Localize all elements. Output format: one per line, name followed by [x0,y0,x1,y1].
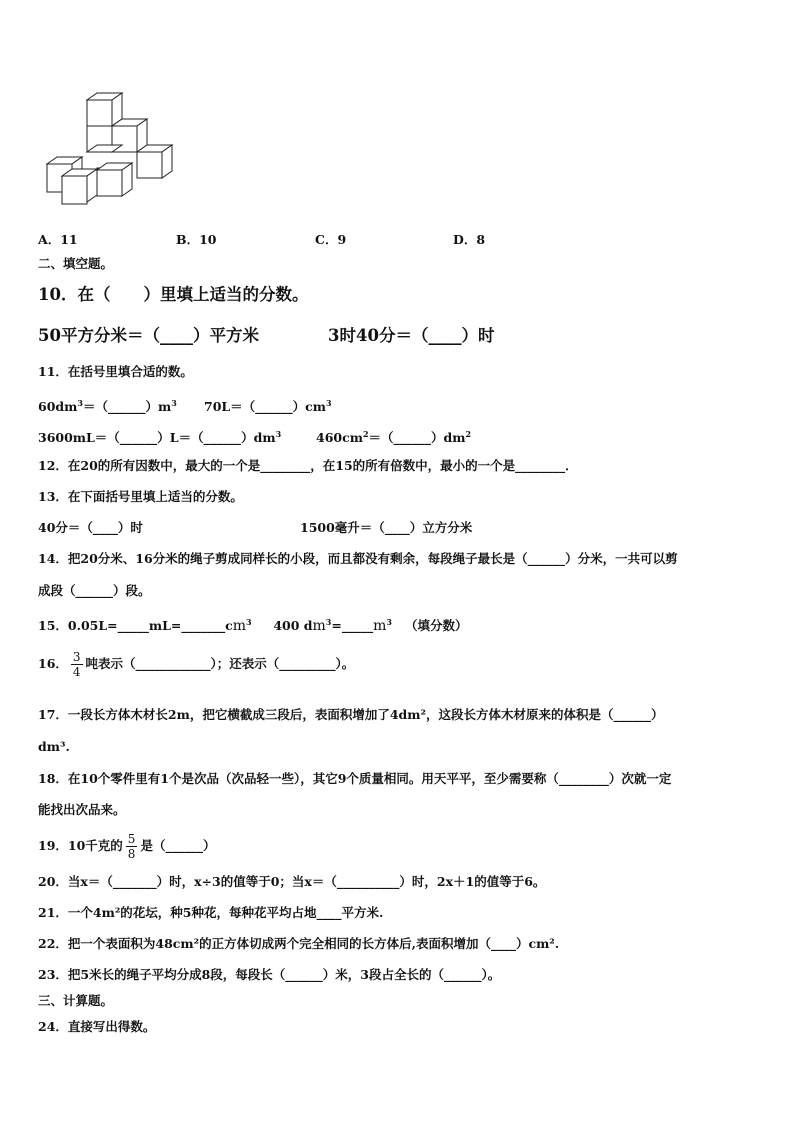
fraction-5-8 [126,832,138,861]
q19-pre: 19．10千克的 [38,838,123,853]
q18-line-2: 能找出次品来。 [38,802,126,817]
sup: 3 [326,398,332,408]
q15-b: 400 d [273,618,313,634]
q17-line-1: 17．一段长方体木材长2m，把它横截成三段后，表面积增加了4dm²，这段长方体木材原来的体积是（______） [38,707,664,722]
section-3-title: 三、计算题。 [38,993,114,1008]
q11-prompt: 11．在括号里填合适的数。 [38,364,193,379]
numerator: 5 [127,832,136,846]
q18-line-1: 18．在10个零件里有1个是次品（次品轻一些），其它9个质量相同。用天平平，至少需要称（________）次就一定 [38,771,672,786]
sup: 2 [362,429,369,439]
q15-m-a: m [232,618,246,635]
q24: 24．直接写出得数。 [38,1019,156,1034]
denominator: 8 [127,847,136,861]
q11-r1a-pre: 60dm [38,399,78,415]
q10-line-b: 3时40分＝（____）时 [328,326,495,345]
q15-d: （填分数） [405,618,468,634]
q16 [38,650,354,679]
q10-prompt: 10．在（ ）里填上适当的分数。 [38,285,309,304]
q11-row-2-a [38,426,281,446]
q15-m-c: m [373,618,387,635]
q13-b: 1500毫升＝（____）立方分米 [300,520,473,535]
q13-a: 40分＝（____）时 [38,520,143,535]
cube-stack-figure [42,92,182,212]
option-b[interactable]: B．10 [176,232,217,247]
q15 [38,614,468,634]
q19-post: 是（______） [140,838,216,853]
section-2-title: 二、填空题。 [38,256,114,271]
q22: 22．把一个表面积为48cm²的正方体切成两个完全相同的长方体后,表面积增加（____）cm². [38,936,560,951]
option-c[interactable]: C．9 [315,232,347,247]
option-d[interactable]: D．8 [453,232,486,247]
sup: 3 [325,617,332,627]
q15-a: 15．0.05L=_____mL=_______c [38,618,233,634]
q14-line-2: 成段（______）段。 [38,583,151,598]
q17-line-2: dm³. [38,739,70,754]
q21: 21．一个4m²的花坛，种5种花，每种花平均占地____平方米. [38,905,384,920]
q16-post: 吨表示（____________）；还表示（_________）。 [85,656,355,671]
q16-pre: 16． [38,656,68,671]
option-a[interactable]: A．11 [38,232,78,247]
denominator: 4 [72,665,81,679]
q15-c: =_____ [331,618,374,634]
q15-m-b: m [312,618,326,635]
sup: 3 [77,398,83,408]
q19 [38,832,215,861]
q11-r2b-pre: 460cm [316,430,363,446]
q11-r1a-mid: ＝（______）m [82,399,172,415]
q14-line-1: 14．把20分米、16分米的绳子剪成同样长的小段，而且都没有剩余，每段绳子最长是（______）分米，一共可以剪 [38,551,678,566]
q20: 20．当x＝（_______）时，x÷3的值等于0；当x＝（__________）时，2x＋1的值等于6。 [38,874,546,889]
sup: 3 [386,617,392,627]
q11-row-1-b [204,395,332,415]
numerator: 3 [72,650,81,664]
sup: 3 [275,429,282,439]
q11-r2b-mid: ＝（______）dm [368,430,466,446]
q11-row-1-a [38,395,177,415]
fraction-3-4 [71,650,83,679]
q11-r2a: 3600mL＝（______）L＝（______）dm [38,430,276,446]
sup: 3 [245,617,252,627]
q11-r1b: 70L＝（______）cm [204,399,327,415]
q23: 23．把5米长的绳子平均分成8段，每段长（______）米，3段占全长的（______）。 [38,967,501,982]
q11-row-2-b [316,426,471,446]
q12: 12．在20的所有因数中，最大的一个是________，在15的所有倍数中，最小的一个是________． [38,458,578,473]
q13-prompt: 13．在下面括号里填上适当的分数。 [38,489,243,504]
q10-line-a: 50平方分米＝（____）平方米 [38,326,259,345]
sup: 2 [465,429,472,439]
sup: 3 [171,398,177,408]
